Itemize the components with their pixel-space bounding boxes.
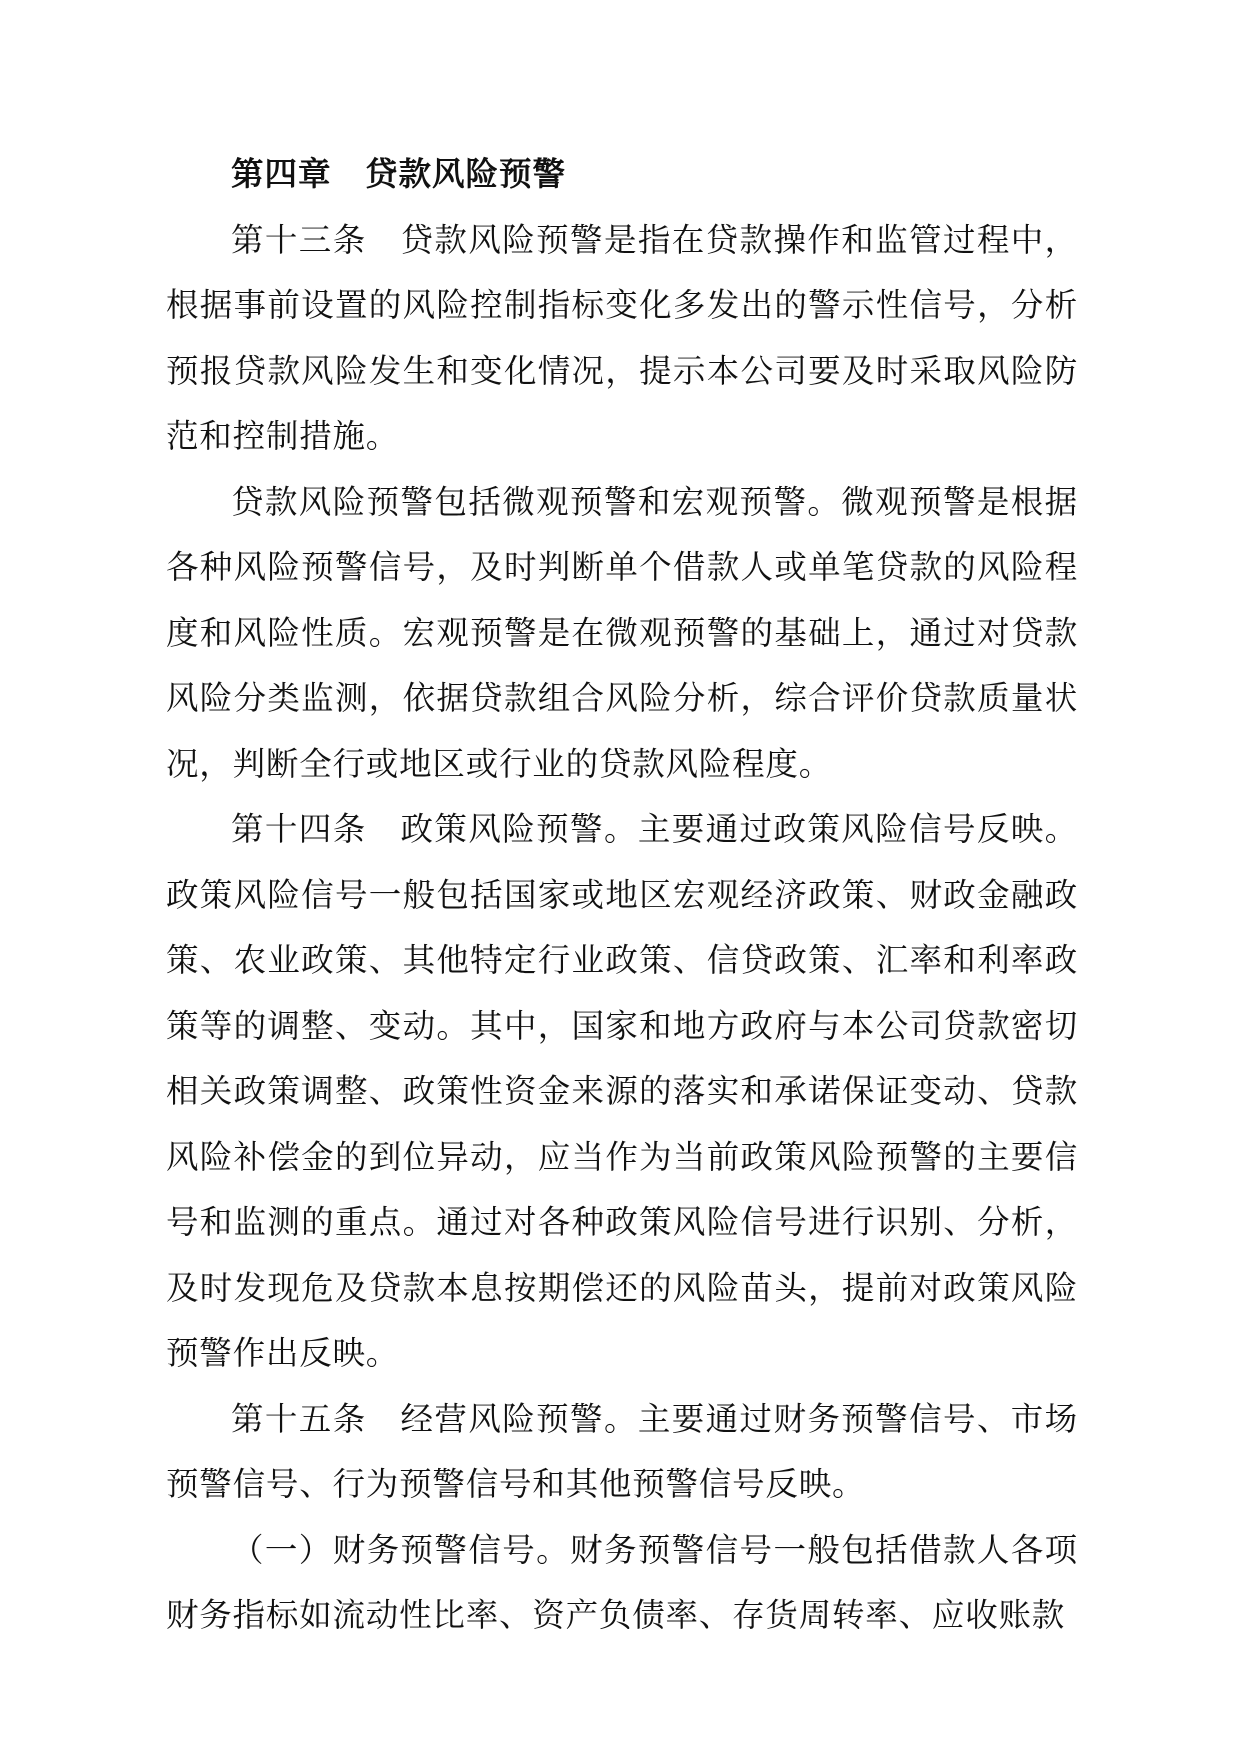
paragraph-financial-signals: （一）财务预警信号。财务预警信号一般包括借款人各项财务指标如流动性比率、资产负债率、存货周转率、应收账款 xyxy=(166,1530,1078,1634)
paragraph-article-13: 第十三条 贷款风险预警是指在贷款操作和监管过程中，根据事前设置的风险控制指标变化多发出的警示性信号，分析预报贷款风险发生和变化情况，提示本公司要及时采取风险防范和控制措施。 xyxy=(166,220,1078,455)
paragraph-article-14: 第十四条 政策风险预警。主要通过政策风险信号反映。政策风险信号一般包括国家或地区宏观经济政策、财政金融政策、农业政策、其他特定行业政策、信贷政策、汇率和利率政策等的调整、变动。其中，国家和地方政府与本公司贷款密切相关政策调整、政策性资金来源的落实和承诺保证变动、贷款风险补偿金的到位异动，应当作为当前政策风险预警的主要信号和监测的重点。通过对各种政策风险信号进行识别、分析，及时发现危及贷款本息按期偿还的风险苗头，提前对政策风险预警作出反映。 xyxy=(166,810,1078,1372)
document-body xyxy=(166,142,1078,1649)
paragraph-risk-warning-types: 贷款风险预警包括微观预警和宏观预警。微观预警是根据各种风险预警信号，及时判断单个借款人或单笔贷款的风险程度和风险性质。宏观预警是在微观预警的基础上，通过对贷款风险分类监测，依据贷款组合风险分析，综合评价贷款质量状况，判断全行或地区或行业的贷款风险程度。 xyxy=(166,482,1078,783)
chapter-title: 第四章 贷款风险预警 xyxy=(231,155,567,193)
paragraph-article-15: 第十五条 经营风险预警。主要通过财务预警信号、市场预警信号、行为预警信号和其他预警信号反映。 xyxy=(166,1399,1078,1503)
